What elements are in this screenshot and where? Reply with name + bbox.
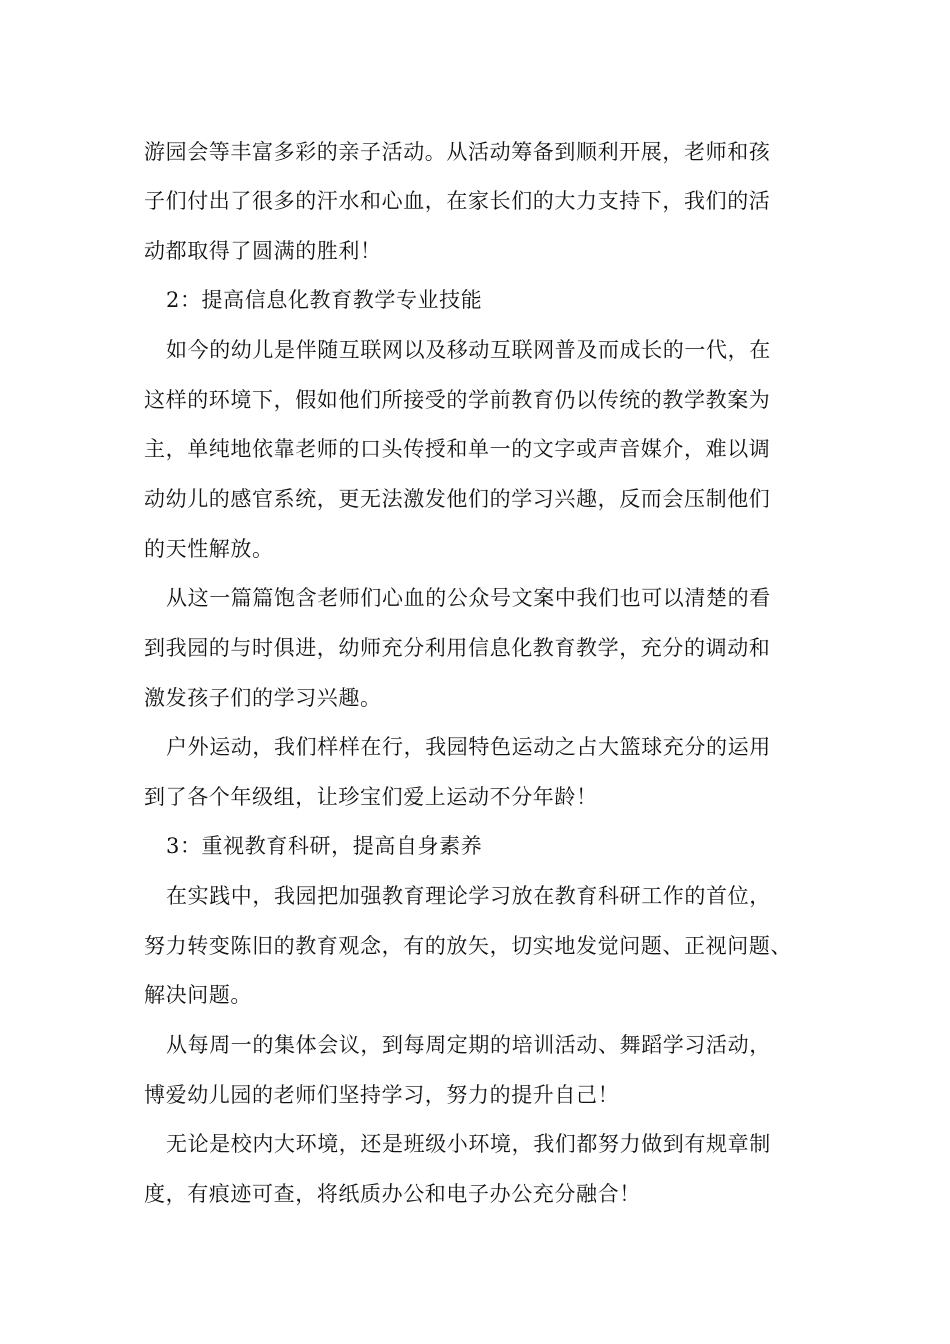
text-line: 度，有痕迹可查，将纸质办公和电子办公充分融合！ <box>144 1182 641 1206</box>
text-line: 游园会等丰富多彩的亲子活动。从活动筹备到顺利开展，老师和孩 <box>144 140 771 164</box>
text-line: 如今的幼儿是伴随互联网以及移动互联网普及而成长的一代，在 <box>166 338 771 362</box>
section-heading: 2：提高信息化教育教学专业技能 <box>166 288 483 312</box>
section-heading: 3：重视教育科研，提高自身素养 <box>166 834 483 858</box>
text-line: 努力转变陈旧的教育观念，有的放矢，切实地发觉问题、正视问题、 <box>144 934 792 958</box>
text-line: 无论是校内大环境，还是班级小环境，我们都努力做到有规章制 <box>166 1132 771 1156</box>
text-line: 户外运动，我们样样在行，我园特色运动之占大篮球充分的运用 <box>166 735 771 759</box>
text-line: 从每周一的集体会议，到每周定期的培训活动、舞蹈学习活动， <box>166 1033 771 1057</box>
text-line: 到了各个年级组，让珍宝们爱上运动不分年龄！ <box>144 785 598 809</box>
text-line: 的天性解放。 <box>144 537 274 561</box>
text-line: 到我园的与时俱进，幼师充分利用信息化教育教学，充分的调动和 <box>144 636 771 660</box>
text-line: 激发孩子们的学习兴趣。 <box>144 686 382 710</box>
text-line: 博爱幼儿园的老师们坚持学习，努力的提升自己！ <box>144 1083 620 1107</box>
text-line: 动幼儿的感官系统，更无法激发他们的学习兴趣，反而会压制他们 <box>144 487 771 511</box>
text-line: 这样的环境下，假如他们所接受的学前教育仍以传统的教学教案为 <box>144 388 771 412</box>
text-line: 从这一篇篇饱含老师们心血的公众号文案中我们也可以清楚的看 <box>166 586 771 610</box>
text-line: 在实践中，我园把加强教育理论学习放在教育科研工作的首位， <box>166 884 771 908</box>
text-line: 解决问题。 <box>144 983 252 1007</box>
text-line: 主，单纯地依靠老师的口头传授和单一的文字或声音媒介，难以调 <box>144 437 771 461</box>
text-line: 子们付出了很多的汗水和心血，在家长们的大力支持下，我们的活 <box>144 189 771 213</box>
text-line: 动都取得了圆满的胜利！ <box>144 239 382 263</box>
